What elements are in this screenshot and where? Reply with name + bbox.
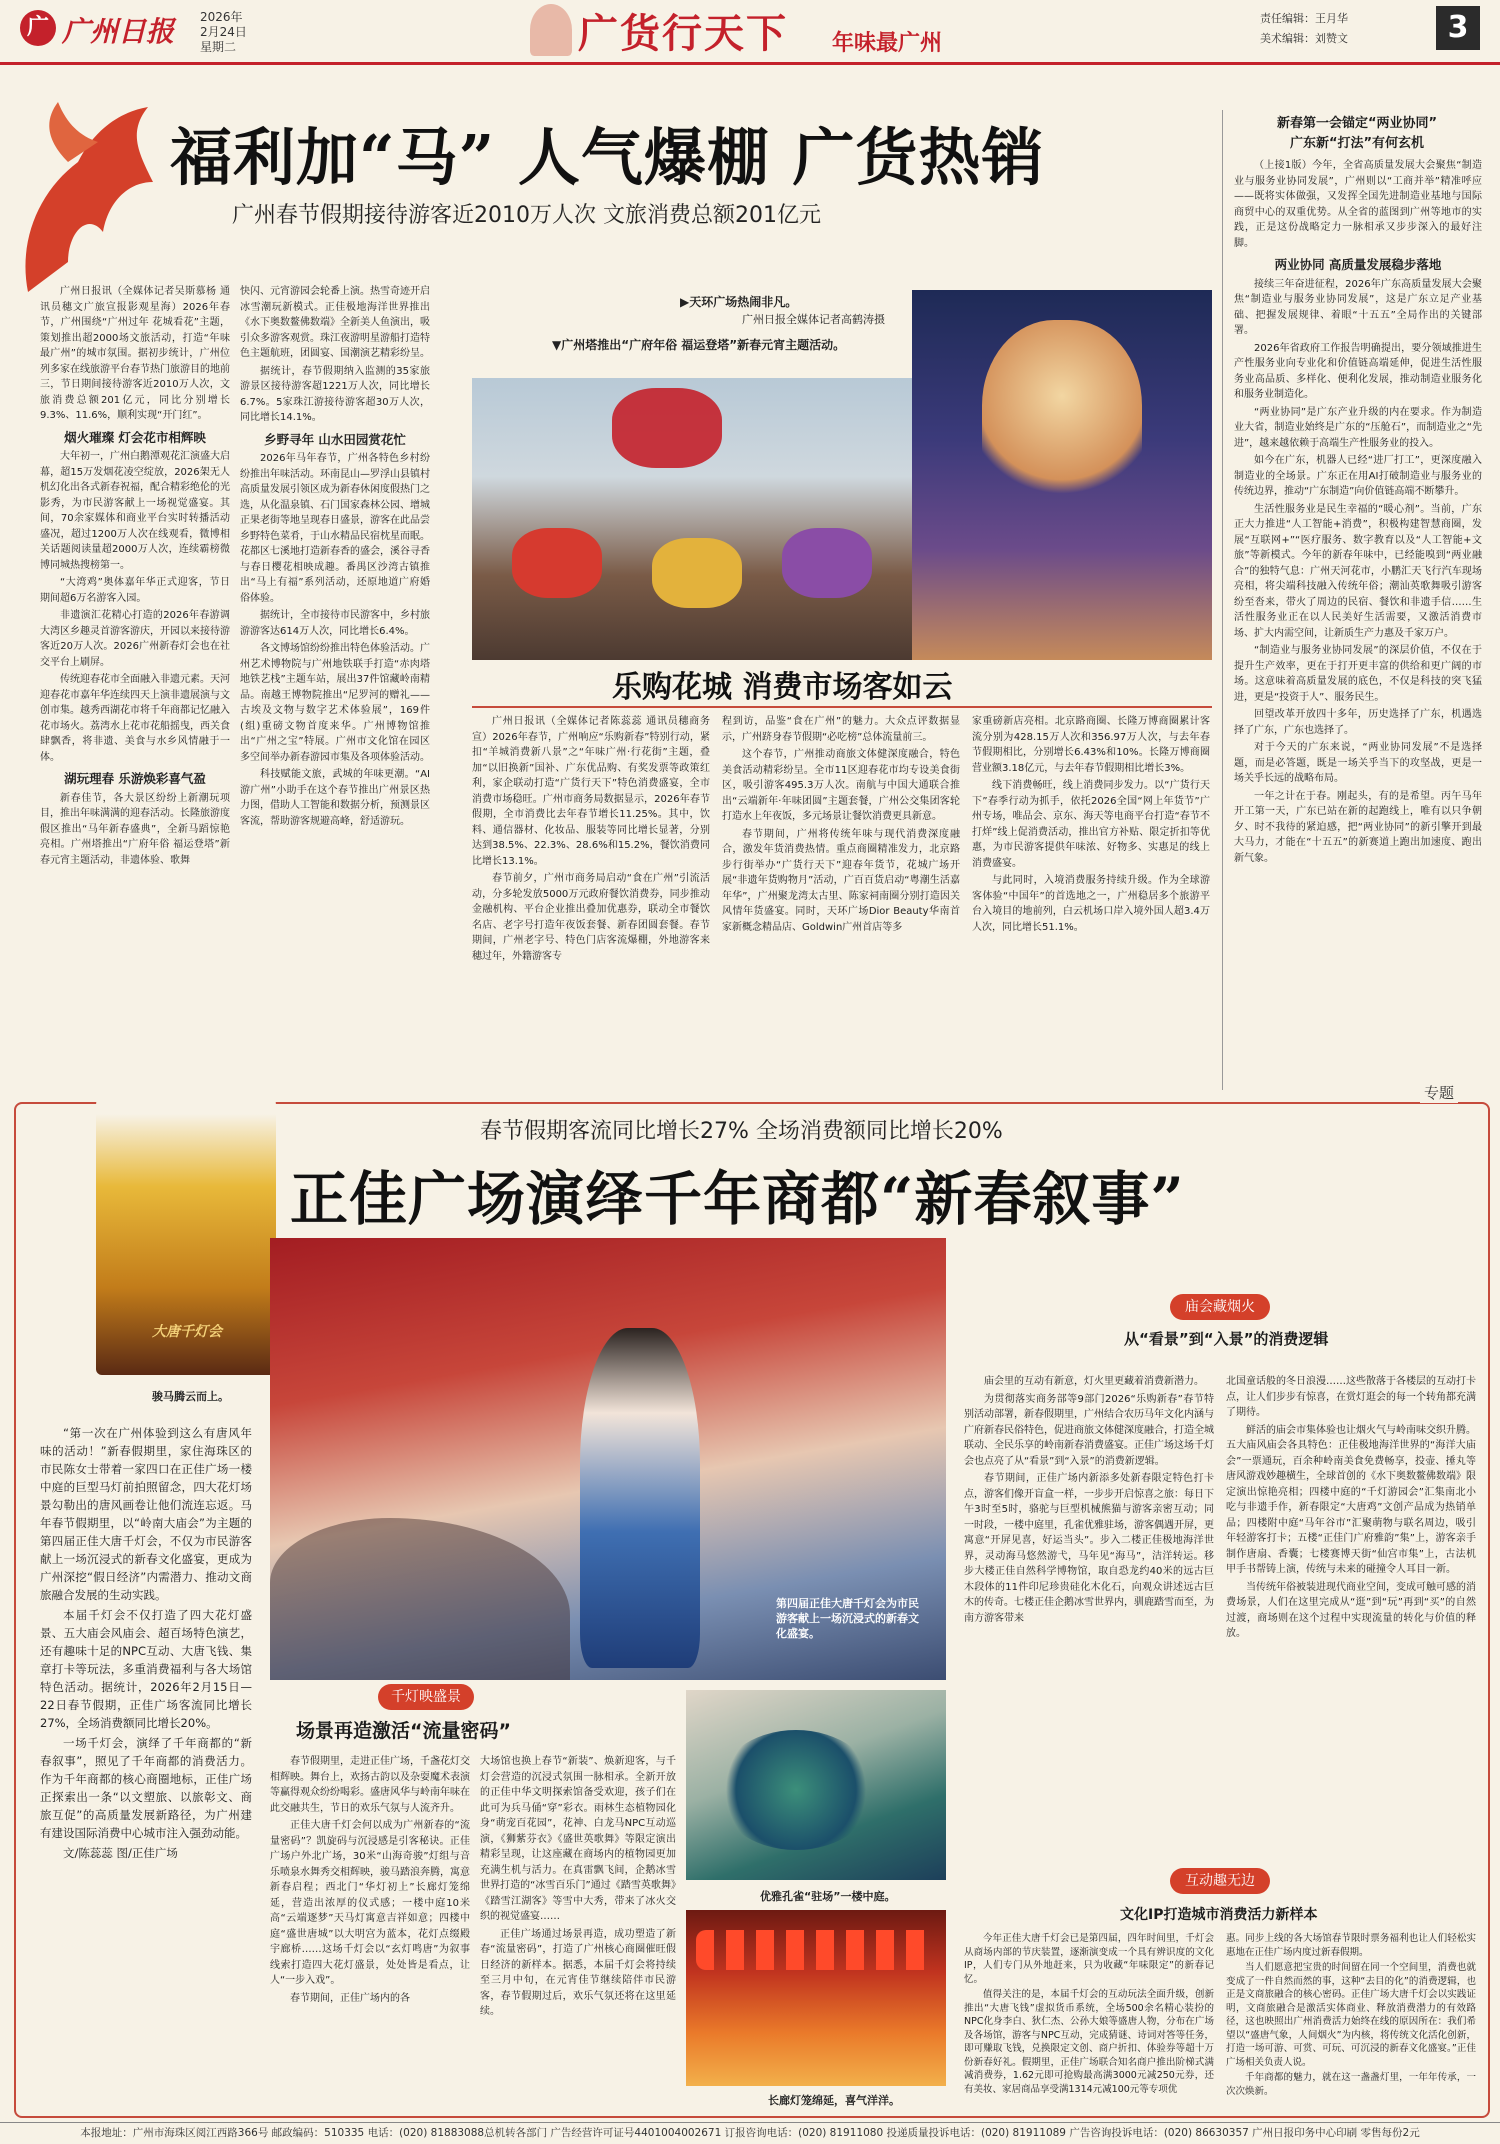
footer: 本报地址：广州市海珠区阅江西路366号 邮政编码：510335 电话：(020) 81883088总机转各部门 广告经营许可证号4401004002671 订报咨询电话：(020) 81911080 投递质量投诉电话：(020) 81911089 广告咨询投诉电话：(020) 86630357 广州日报印务中心印刷 零售每份2元 xyxy=(0,2122,1500,2144)
col6-p8: 对于今天的广东来说，“两业协同发展”不是选择题，而是必答题，既是一场关乎当下的攻坚战，更是一场关乎长远的战略布局。 xyxy=(1234,742,1482,784)
photo-lantern-caption: 长廊灯笼绵延，喜气洋洋。 xyxy=(768,2094,900,2107)
feature-left-p2: 本届千灯会不仅打造了四大花灯盛景、五大庙会风庙会、超百场特色演艺，还有趣味十足的NPC互动、大唐飞钱、集章打卡等玩法，多重消费福利与各大场馆特色活动。据统计，2026年2月15日—22日春节假期，正佳广场客流同比增长27%，全场消费额同比增长20%。 xyxy=(40,1608,252,1730)
feature-block-3 xyxy=(964,1374,1214,1864)
col3-lead: 广州日报讯（全媒体记者陈蕊蕊 通讯员穗商务宣）2026年春节，广州响应“乐购新春”特别行动，紧扣“羊城消费新八景”之“年味广州·行花街”主题，叠加“以旧换新”国补、广东优品购、有奖发票等政策红利，家企联动打造“广货行天下”特色消费盛宴，全市消费市场稳旺。广州市商务局数据显示，2026年春节假期，全市消费比去年春节增长11.25%。其中，饮料、通信器材、化妆品、服装等同比增长显著，分别达到38.5%、22.3%、28.6%和15.2%，餐饮消费同比增长13.1%。 xyxy=(472,716,710,867)
feature-block-1 xyxy=(270,1754,470,2104)
photo-lion-dance xyxy=(472,378,912,660)
col4-p3: 春节期间，广州将传统年味与现代消费深度融合，激发年货消费热情。重点商圈精准发力，北京路步行街举办“广货行天下”迎春年货节，花城广场开展“非遗年货购物月”活动，广百百货启动“粤潮生活嘉年华”，广州聚龙湾太古里、陈家祠南圈分别打造因关风情年货盛宴。同时，天环广场Dior Beauty华南首家新概念精品店、Goldwin广州首店等多 xyxy=(722,828,960,933)
col3-p2: 春节前夕，广州市商务局启动“食在广州”引流活动，分多轮发放5000万元政府餐饮消费券，同步推动金融机构、平台企业推出叠加优惠券，联动全市餐饮名店、老字号打造年夜饭套餐、新春团圆套餐。春节期间，广州老字号、特色门店客流爆棚，外地游客来穗过年，外籍游客专 xyxy=(472,873,710,962)
page-number: 3 xyxy=(1436,6,1480,50)
photo-main-caption: 第四届正佳大唐千灯会为市民游客献上一场沉浸式的新春文化盛宴。 xyxy=(776,1597,919,1640)
tag-lantern-scene-sub: 场景再造激活“流量密码” xyxy=(296,1720,511,1742)
col2-p3: 2026年马年春节，广州各特色乡村纷纷推出年味活动。环南昆山—罗浮山县镇村高质量发展引领区成为新春休闲度假热门之选，从化温泉镇、石门国家森林公园、增城正果老街等地呈现春日盛景，游客在此品尝乡野特色菜肴，于山水精品民宿枕星而眠。花都区七溪地打造新春香的盛会，溪谷寻香与春日樱花相映成趣。番禺区沙湾古镇推出“马上有福”系列活动，还原地道广府婚俗体验。 xyxy=(240,453,430,604)
photo-peacock-caption: 优雅孔雀“驻场”一楼中庭。 xyxy=(760,1890,896,1903)
tag-temple-fair-sub: 从“看景”到“入景”的消费逻辑 xyxy=(1124,1330,1329,1348)
col5-p1: 家重磅新店亮相。北京路商圈、长隆万博商圈累计客流分别为428.15万人次和356.97万人次，与去年春节假期相比，分别增长6.43%和10%。长隆万博商圈营业额3.18亿元，与去年春节假期相比增长3%。 xyxy=(972,716,1210,774)
feature-b2-p2: 正佳广场通过场景再造，成功塑造了新春“流量密码”，打造了广州核心商圈催旺假日经济的新样本。据悉，本届千灯会将持续至三月中旬，在元宵佳节继续陪伴市民游客，春节假期过后，欢乐气氛还将在这里延续。 xyxy=(480,1928,676,2017)
feature-block-4 xyxy=(1226,1374,1476,1864)
feature-b3-p3: 春节期间，正佳广场内新添多处新春限定特色打卡点，游客们像开盲盒一样，一步步开启惊喜之旅：每日下午3时至5时，骆驼与巨型机械熊猫与游客亲密互动；同一时段，一楼中庭里，孔雀优雅驻场，游客偶遇开屏，更寓意“开屏见喜，好运当头”。步入二楼正佳极地海洋世界，灵动海马悠然游弋，马年见“海马”，洁洋转运。移步大楼正佳自然科学博物馆，取自恐龙约40米的远古巨木段体的11件印尼珍贵硅化木化石，向观众讲述远古巨木的传奇。七楼正佳企鹅冰雪世界内，驯鹿踏雪而至，为南方游客带来 xyxy=(964,1473,1214,1624)
tag-interactive-fun: 互动趣无边 xyxy=(1170,1868,1270,1894)
horse-decoration-icon xyxy=(530,4,572,56)
col2-p2: 据统计，春节假期纳入监测的35家旅游景区接待游客超1221万人次，同比增长6.7%。5家珠江游接待游客超30万人次，同比增长14.1%。 xyxy=(240,365,430,423)
feature-block-6 xyxy=(1226,1932,1476,2108)
feature-b4-p1: 今年正佳大唐千灯会已是第四届，四年时间里，千灯会从商场内部的节庆装置，逐渐演变成一个具有辨识度的文化IP，人们专门从外地赶来，只为收藏“年味限定”的新春记忆。 xyxy=(964,1933,1214,1985)
photo-peacock xyxy=(686,1690,946,1880)
section-title-shopping: 乐购花城 消费市场客如云 xyxy=(612,670,953,705)
weekday: 星期二 xyxy=(200,40,237,54)
col6-p2: 2026年省政府工作报告明确提出，要分领域推进生产性服务业向专业化和价值链高端延伸，促进生活性服务业高品质、多样化、便利化发展，推动制造业服务化和服务业制造化。 xyxy=(1234,342,1482,400)
col2-p5: 各文博场馆纷纷推出特色体验活动。广州艺术博物院与广州地铁联手打造“赤肉塔地铁艺栈”主题车站，展出37件馆藏岭南精品。南越王博物院推出“尼罗河的赠礼——古埃及文物与数字艺术体验展”，169件(组)重磅文物首度来华。广州博物馆推出“广州之宝”特展。广州市文化馆在园区多空间举办新春游园市集及各项体验活动。 xyxy=(240,643,430,763)
feature-left-lead: “第一次在广州体验到这么有唐风年味的活动！”新春假期里，家住海珠区的市民陈女士带着一家四口在正佳广场一楼中庭的巨型马灯前拍照留念，四大花灯场景勾勒出的唐风画卷让他们流连忘返。马年春节假期里，以“岭南大庙会”为主题的第四届正佳大唐千灯会，不仅为市民游客献上一场沉浸式的新春文化盛宴，更成为广州深挖“假日经济”内需潜力、推动文商旅融合发展的生动实践。 xyxy=(40,1426,252,1602)
feature-b1-p3: 春节期间，正佳广场内的各 xyxy=(290,1992,410,2004)
col1-p4: 传统迎春花市全面融入非遗元素。天河迎春花市嘉年华连续四天上演非遗展演与文创市集。越秀西湖花市将千年商都记忆融入花市场火。荔湾水上花市花船摇曳，西关食肆飘香，将非遗、美食与水乡风情融于一体。 xyxy=(40,674,230,763)
col6-p6: “制造业与服务业协同发展”的深层价值，不仅在于提升生产效率，更在于打开更丰富的供给和更广阔的市场。这意味着高质量发展的底色，不仅是科技的突飞猛进，更是“投资于人”、服务民生。 xyxy=(1234,645,1482,703)
col1-lead: 广州日报讯（全媒体记者吴斯慕杨 通讯员穗文广旅宣报影观星海）2026年春节，广州围绕“广州过年 花城看花”主题，策划推出超2000场文旅活动，打造“年味最广州”的城市氛围。据初步统计，广州位列多家在线旅游平台春节热门旅游目的地前三，节日期间接待游客近2010万人次，文旅消费总额201亿元，同比分别增长9.3%、11.6%，顺利实现“开门红”。 xyxy=(40,286,230,421)
col4-p1: 程到访，品鉴“食在广州”的魅力。大众点评数据显示，广州跻身春节假期“必吃榜”总体流量前三。 xyxy=(722,716,960,743)
peacock-figure xyxy=(716,1730,876,1850)
col-4 xyxy=(722,714,960,1094)
col6-p5: 生活性服务业是民生幸福的“暖心剂”。当前，广东正大力推进“人工智能+消费”，积极构建智慧商圈，发展“互联网+”“医疗服务、数字教育以及“人工智能+文旅”等新模式。今年的新春年味中，已经能嗅到“两业融合”的独特气息：广州天河花市，小鹏汇天飞行汽车现场亮相，将尖端科技融入传统年俗；潮汕英歌舞吸引游客纷至沓来，带火了周边的民宿、餐饮和非遗手信……生活性服务业正在以人民美好生活需要，又激活消费市场、扩大内需空间，让新质生产力惠及千家万户。 xyxy=(1234,503,1482,639)
feature-b3-p1: 庙会里的互动有新意，灯火里更藏着消费新潜力。 xyxy=(984,1376,1204,1387)
tag-interactive-fun-sub: 文化IP打造城市消费活力新样本 xyxy=(1120,1907,1318,1923)
col2-p4: 据统计，全市接待市民游客中，乡村旅游游客达614万人次，同比增长6.4%。 xyxy=(240,610,430,637)
col6-subhead-1: 两业协同 高质量发展稳步落地 xyxy=(1274,257,1442,272)
feature-b4-p4: 当人们愿意把宝贵的时间留在同一个空间里，消费也就变成了一件自然而然的事，这种“去目的化”的消费逻辑，也正是文商旅融合的核心密码。正佳广场大唐千灯会以实践证明，文商旅融合是激活实体商业、释放消费潜力的有效路径，这也映照出广州消费活力始终在线的原因所在：我们希望以“盛唐气象，人间烟火”为内核，将传统文化活化创新，打造一场可游、可赏、可玩、可沉浸的新春文化盛宴。”正佳广场相关负责人说。 xyxy=(1226,1962,1476,2068)
feature-b3-p2: 为贯彻落实商务部等9部门2026“乐购新春”春节特别活动部署，新春假期里，广州结合农历马年文化内涵与广府新春民俗特色，促进商旅文体健深度融合，打造全城联动、全民乐享的岭南新春消费盛宴。正佳广场这场千灯会也点亮了从“看景”到“入景”的消费新逻辑。 xyxy=(964,1393,1214,1467)
photo-golden-horse-lantern xyxy=(96,1085,276,1375)
feature-b4-p5: 千年商都的魅力，就在这一盏盏灯里，一年年传承，一次次焕新。 xyxy=(1226,2072,1476,2097)
tag-temple-fair: 庙会藏烟火 xyxy=(1170,1294,1270,1320)
crowd-children xyxy=(270,1518,570,1680)
col6-lead: （上接1版）今年，全省高质量发展大会聚焦“制造业与服务业协同发展”，广州则以“工商并举”精准呼应——既将实体做强，又发挥全国先进制造业基地与国际商贸中心的双重优势。从全省的蓝图到广州等地市的实践，正是这份战略定力一脉相承又步步深入的最好注脚。 xyxy=(1234,160,1482,249)
col-3 xyxy=(472,714,710,1094)
feature-b3-p5: 鲜活的庙会市集体验也让烟火气与岭南味交织升腾。五大庙风庙会各具特色：正佳极地海洋世界的“海洋大庙会”一票通玩，百余种岭南美食免费畅享，投壶、捶丸等唐风游戏妙趣横生，全球首创的《水下奥数鳌佛数端》限定演出惊艳亮相；四楼中庭的“千灯游园会”汇集南北小吃与非遗手作，新春限定“大唐鸡”文创产品成为热销单品；四楼附中庭“马年谷市”汇聚萌物与联名周边，吸引年轻游客打卡；五楼“正佳门广府雅韵”集”上，游客亲手制作唐扇、香囊；七楼赛博天街“仙宫市集”上，古法机甲手书帮铸上演，传统与未来的碰撞令人耳目一新。 xyxy=(1226,1424,1476,1575)
right-col-title-1: 新春第一会锚定“两业协同” xyxy=(1276,116,1438,131)
photo-lantern-corridor xyxy=(686,1910,946,2086)
masthead xyxy=(0,0,1500,65)
tag-lantern-scene: 千灯映盛景 xyxy=(378,1684,474,1710)
feature-block-2 xyxy=(480,1754,676,2104)
newspaper-logo: 广州日报 xyxy=(62,15,175,48)
feature-b1-p2: 正佳大唐千灯会何以成为广州新春的“流量密码”？凯旋码与沉浸感是引客秘诀。正佳广场户外北广场，30米“山海奇骏”灯组与音乐喷泉水舞秀交相辉映，骏马踏浪奔腾，寓意新春启程；西北门“华灯初上”长廊灯笼绵延，营造出浓厚的仪式感；一楼中庭10米高“云端逐梦”天马灯寓意吉祥如意；四楼中庭“盛世唐城”以大明宫为蓝本，花灯点缀殿宇廊桥……这场千灯会以“玄灯鸣唐”为叙事线索打造四大花灯盛景，处处皆是看点，让人“一步入戏”。 xyxy=(270,1820,470,1986)
lion-figure-yellow xyxy=(652,538,742,608)
col5-p2: 线下消费畅旺，线上消费同步发力。以“广货行天下”春季行动为抓手，依托2026全国“网上年货节”广州专场，唯品会、京东、海天等电商平台打造“春节不打烊”线上促消费活动，推出官方补贴、限定折扣等优惠，为市民游客提供年味浓、好物多、实惠足的线上消费盛宴。 xyxy=(972,780,1210,869)
photo-caption-credit: 广州日报全媒体记者高鹤涛摄 xyxy=(742,313,885,326)
photo-horse-caption: 骏马腾云而上。 xyxy=(152,1390,229,1403)
col6-p3: “两业协同”是广东产业升级的内在要求。作为制造业大省，制造业始终是广东的“压舱石”，而制造业之“先进”，越来越依赖于高端生产性服务业的投入。 xyxy=(1234,406,1482,449)
col2-p1: 快闪、元宵游园会轮番上演。热雪奇迹开启冰雪潮玩新模式。正佳极地海洋世界推出《水下奥数鳌佛数端》全新美人鱼演出，吸引众多游客观赏。珠江夜游明星游船打造特色主题航班，团圆宴、国潮演艺精彩纷呈。 xyxy=(240,286,430,359)
right-column-divider xyxy=(1222,110,1223,1090)
col2-p6: 科技赋能文旅，武城的年味更潮。“AI游广州”小助手在这个春节推出广州景区热力图，借助人工智能和数据分析，预测景区客流，帮助游客规避高峰，舒适游玩。 xyxy=(240,769,430,827)
right-col-title-2: 广东新“打法”有何玄机 xyxy=(1289,136,1425,151)
gondola-decoration xyxy=(612,388,722,468)
col-5 xyxy=(972,714,1210,1094)
lion-figure-purple xyxy=(782,528,872,598)
col1-p2: “大湾鸡”奥体嘉年华正式迎客，节日期间超6万名游客入园。 xyxy=(40,577,230,604)
feature-subtitle: 春节假期客流同比增长27% 全场消费额同比增长20% xyxy=(480,1119,1003,1144)
col-2 xyxy=(240,284,430,1094)
feature-left-author: 文/陈蕊蕊 图/正佳广场 xyxy=(63,1846,178,1860)
feature-left-p3: 一场千灯会，演绎了千年商都的“新春叙事”，照见了千年商都的消费活力。作为千年商都的核心商圈地标，正佳广场正探索出一条“以文塑旅、以旅彰文、商旅互促”的高质量发展新路径，为广州建有建设国际消费中心城市注入强劲动能。 xyxy=(40,1736,252,1840)
banner-main: 广货行天下 xyxy=(578,10,788,57)
col-6 xyxy=(1234,158,1482,1093)
section-divider xyxy=(472,706,1212,708)
col2-subhead-1: 乡野寻年 山水田园赏花忙 xyxy=(264,431,406,447)
feature-title: 正佳广场演绎千年商都“新春叙事” xyxy=(290,1165,1185,1233)
feature-left-column xyxy=(40,1424,252,2104)
photo-caption-1: ▶天环广场热闹非凡。 xyxy=(680,295,798,309)
costumed-performer xyxy=(580,1328,700,1668)
feature-b1-p1: 春节假期里，走进正佳广场，千盏花灯交相辉映。舞台上，欢扬古韵以及杂耍魔术表演等赢得观众纷纷喝彩。盛唐风华与岭南年味在此交融共生，节日的欢乐气氛与人流齐升。 xyxy=(270,1756,470,1814)
page-subheadline: 广州春节假期接待游客近2010万人次 文旅消费总额201亿元 xyxy=(232,203,821,228)
col5-p3: 与此同时，入境消费服务持续升级。作为全球游客体验“中国年”的首选地之一，广州稳居多个旅游平台入境目的地前列，白云机场口岸入境外国人超3.4万人次，同比增长51.1%。 xyxy=(972,875,1210,933)
col-1 xyxy=(40,284,230,1094)
feature-b4-p2: 值得关注的是，本届千灯会的互动玩法全面升级，创新推出“大唐飞钱”虚拟货币系统，全场500余名精心装扮的NPC化身李白、狄仁杰、公孙大娘等盛唐人物，分布在广场及各场馆，游客与NPC互动，完成猜谜、诗词对答等任务，即可赚取飞钱，兑换限定文创、商户折扣、体验券等超十万份新春好礼。假期里，正佳广场联合知名商户推出阶梯式满减消费券，1.62元即可抢购最高满3000元减250元券，还有美妆、家居商品享受满1314元减100元等专项优 xyxy=(964,1989,1214,2095)
pegasus-figure xyxy=(982,320,1142,510)
lion-figure-red xyxy=(512,528,602,598)
editor-line-1: 责任编辑：王月华 xyxy=(1260,12,1348,25)
photo-canton-tower-pegasus xyxy=(912,290,1212,660)
logo-icon: 广 xyxy=(20,10,56,46)
col6-p7: 回望改革开放四十多年，历史选择了广东，机遇选择了广东，广东也选择了。 xyxy=(1234,709,1482,736)
page-headline: 福利加“马” 人气爆棚 广货热销 xyxy=(170,121,1045,194)
col1-p3: 非遗演汇花精心打造的2026年春游调大湾区乡趣灵首游客游庆，开园以来接待游客近20万人次。2026广州新春灯会也在社交平台上刷屏。 xyxy=(40,610,230,668)
feature-b3-p6: 当传统年俗被装进现代商业空间，变成可触可感的消费场景，人们在这里完成从“逛”到“玩”再到“买”的自然过渡，商场则在这个过程中实现流量的转化与价值的释放。 xyxy=(1226,1581,1476,1639)
col1-subhead-2: 湖玩理春 乐游焕彩喜气盈 xyxy=(64,771,206,786)
col1-p1: 大年初一，广州白鹅潭观花汇演盛大启幕，超15万发烟花凌空绽放，2026架无人机幻化出各式新春祝福，配合精彩绝伦的光影秀，为市民游客献上一场视觉盛宴。其间，70余家媒体和商业平台实时转播活动盛况，超过1200万人次在线观看，微博相关话题阅读量超2000万人次，连续霸榜微博同城热搜榜第一。 xyxy=(40,451,230,571)
feature-b4-p3: 惠。同步上线的各大场馆春节限时票务福利也让人们轻松实惠地在正佳广场内度过新春假期。 xyxy=(1226,1933,1476,1958)
col1-subhead-1: 烟火璀璨 灯会花市相辉映 xyxy=(64,429,206,445)
lantern-sign: 大唐千灯会 xyxy=(152,1324,222,1340)
banner-sub: 年味最广州 xyxy=(832,31,943,56)
date-day: 2月24日 xyxy=(200,25,247,39)
lantern-row xyxy=(696,1930,936,1970)
horse-head-illustration xyxy=(8,92,158,302)
col6-p9: 一年之计在于春。刚起头，有的是希望。丙午马年开工第一天，广东已站在新的起跑线上，唯有以只争朝夕、时不我待的紧迫感，把“两业协同”的新引擎开到最大马力，才能在“十五五”的新赛道上跑出加速度、跑出新气象。 xyxy=(1234,790,1482,864)
col6-p1: 接续三年奋进征程，2026年广东高质量发展大会聚焦“制造业与服务业协同发展”，这是广东立足产业基础、把握发展规律、着眼“十五五”全局作出的关键部署。 xyxy=(1234,278,1482,336)
col1-p5: 新春佳节，各大景区纷纷上新潮玩项目，推出年味满满的迎春活动。长隆旅游度假区推出“马年新春盛典”，全新马蹈惊艳亮相。广州塔推出“广府年俗 福运登塔”新春元宵主题活动，非遗体验、歌舞 xyxy=(40,792,230,866)
feature-section-tag: 专题 xyxy=(1420,1082,1458,1103)
col6-p4: 如今在广东，机器人已经“进厂打工”，更深度融入制造业的全场景。广东正在用AI打破制造业与服务业的传统边界，推动“广东制造”向价值链高端不断攀升。 xyxy=(1234,455,1482,497)
photo-caption-3: ▼广州塔推出“广府年俗 福运登塔”新春元宵主题活动。 xyxy=(552,338,846,352)
date-year: 2026年 xyxy=(200,10,243,24)
editor-line-2: 美术编辑：刘赞文 xyxy=(1260,32,1348,45)
feature-block-5 xyxy=(964,1932,1214,2108)
col4-p2: 这个春节，广州推动商旅文体健深度融合，特色美食活动精彩纷呈。全市11区迎春花市均专设美食街区，吸引游客495.3万人次。南航与中国大通联合推出“云端新年·年味团圆”主题套餐，广州公交集团客轮打造水上年夜饭，多元场景让餐饮消费更具新意。 xyxy=(722,749,960,822)
feature-b3-p4: 北国童话般的冬日浪漫……这些散落于各楼层的互动打卡点，让人们步步有惊喜，在赏灯逛会的每一个转角都充满了期待。 xyxy=(1226,1376,1476,1418)
feature-b2-p1: 大场馆也换上春节“新装”、焕新迎客，与千灯会营造的沉浸式氛围一脉相承。全新开放的正佳中华文明探索馆备受欢迎，孩子们在此可为兵马俑“穿”彩衣。雨林生态植物园化身“萌宠百花园”，花神、白龙马NPC互动巡演，《狮紫芬衣》《盛世英歌舞》等限定演出精彩呈现，让这座藏在商场内的植物园更加充满生机与活力。在真雷飘飞间，企鹅冰雪世界打造的“冰雪百乐门”通过《踏雪英歌舞》《踏雪江湖客》等雪中大秀，带来了冰火交织的视觉盛宴…… xyxy=(480,1756,676,1922)
